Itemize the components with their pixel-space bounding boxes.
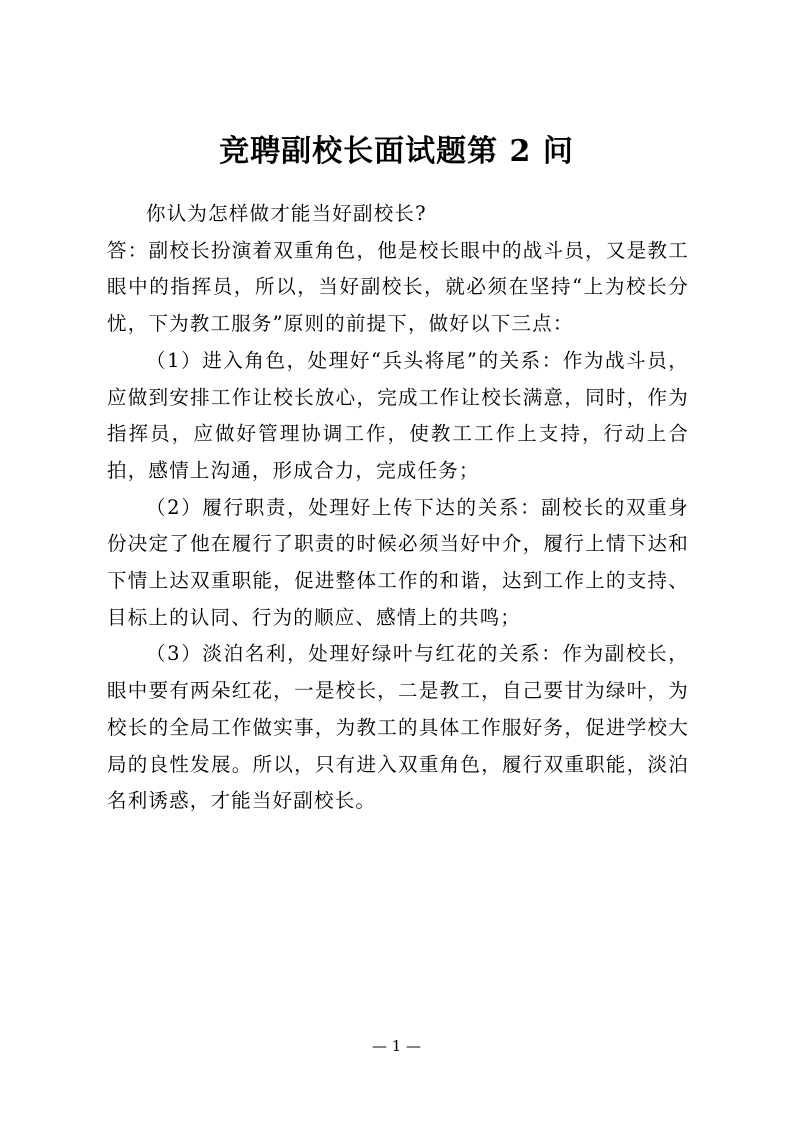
page-title: 竞聘副校长面试题第 2 问 [219,134,574,170]
point-3-paragraph: （3）淡泊名利，处理好绿叶与红花的关系：作为副校长，眼中要有两朵红花，一是校长，二是教工，自己要甘为绿叶，为校长的全局工作做实事，为教工的具体工作服好务，促进学校大局的良性发展。所以，只有进入双重角色，履行双重职能，淡泊名利诱惑，才能当好副校长。 [107,642,689,813]
answer-intro-paragraph: 答：副校长扮演着双重角色，他是校长眼中的战斗员，又是教工眼中的指挥员，所以，当好副校长，就必须在坚持“上为校长分忧，下为教工服务”原则的前提下，做好以下三点： [107,238,689,336]
document-body [107,196,689,820]
question-paragraph: 你认为怎样做才能当好副校长? [146,202,427,225]
point-2-paragraph: （2）履行职责，处理好上传下达的关系：副校长的双重身份决定了他在履行了职责的时候必须当好中介，履行上情下达和下情上达双重职能，促进整体工作的和谐，达到工作上的支持、目标上的认同、行为的顺应、感情上的共鸣； [107,495,689,629]
point-1-paragraph: （1）进入角色，处理好“兵头将尾”的关系：作为战斗员，应做到安排工作让校长放心，完成工作让校长满意，同时，作为指挥员，应做好管理协调工作，使教工工作上支持，行动上合拍，感情上沟通，形成合力，完成任务； [107,348,689,482]
page-number: — 1 — [371,1037,422,1055]
